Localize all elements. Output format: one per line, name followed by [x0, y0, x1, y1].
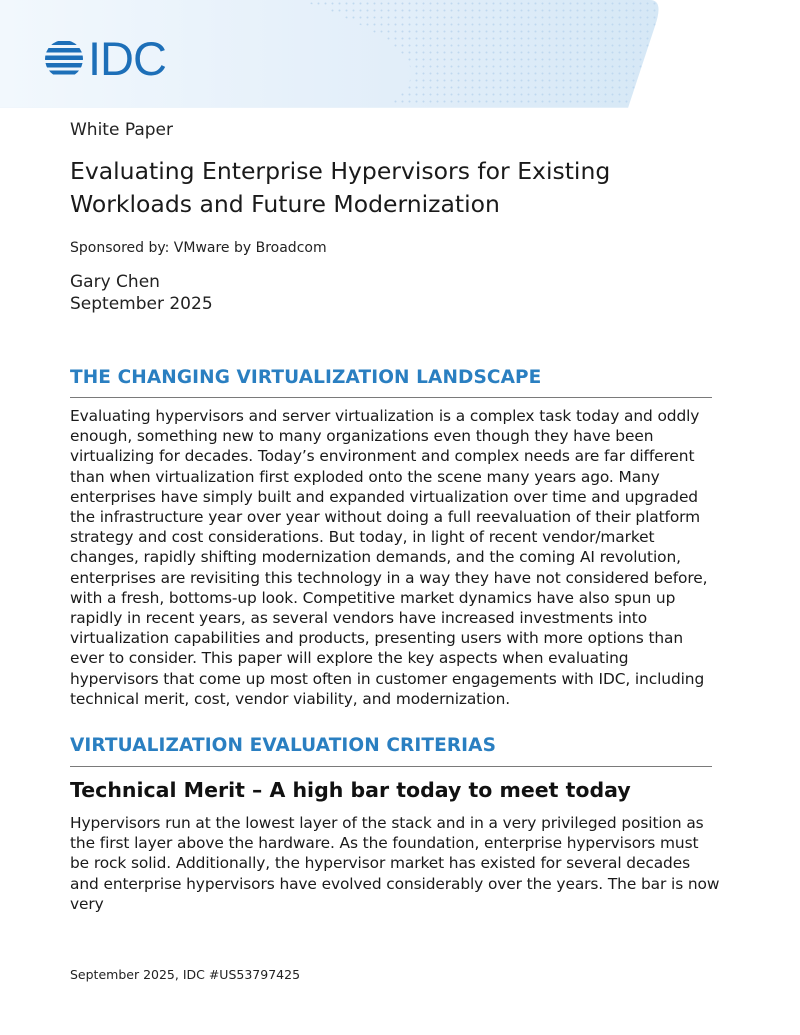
section-body-technical-merit: Hypervisors run at the lowest layer of the stack and in a very privileged position as the first layer above the hardware. As the foundation, enterprise hypervisors must be rock solid. Additionally, the hypervisor market has existed for several decades and enterprise hypervisors have evolved considerably over the years. The bar is now very [70, 814, 720, 913]
section-divider [70, 397, 712, 398]
idc-globe-icon [44, 39, 84, 79]
document-type: White Paper [70, 120, 173, 140]
page-footer: September 2025, IDC #US53797425 [70, 967, 301, 982]
sponsor-line: Sponsored by: VMware by Broadcom [70, 240, 327, 256]
section-divider [70, 766, 712, 767]
section-body-landscape: Evaluating hypervisors and server virtualization is a complex task today and oddly enough, something new to many organizations even though they have been virtualizing for decades. Today’s environment and complex needs are far different than when virtualization first exploded onto the scene many years ago. Many enterprises have simply built and expanded virtualization over time and upgraded the infrastructure year over year without doing a full reevaluation of their platform strategy and cost considerations. But today, in light of recent vendor/market changes, rapidly shifting modernization demands, and the coming AI revolution, enterprises are revisiting this technology in a way they have not considered before, with a fresh, bottoms-up look. Competitive market dynamics have also spun up rapidly in recent years, as several vendors have increased investments into virtualization capabilities and products, presenting users with more options than ever to consider. This paper will explore the key aspects when evaluating hypervisors that come up most often in customer engagements with IDC, including technical merit, cost, vendor viability, and modernization. [70, 407, 708, 708]
header-banner [0, 0, 800, 108]
section-heading-landscape: THE CHANGING VIRTUALIZATION LANDSCAPE [70, 367, 542, 388]
author-name: Gary Chen [70, 272, 160, 292]
idc-logo [44, 32, 166, 85]
section-heading-criteria: VIRTUALIZATION EVALUATION CRITERIAS [70, 735, 496, 756]
publication-date: September 2025 [70, 294, 213, 314]
document-title: Evaluating Enterprise Hypervisors for Existing Workloads and Future Modernization [70, 157, 611, 218]
logo-text: IDC [88, 32, 166, 85]
subsection-heading-technical-merit: Technical Merit – A high bar today to meet today [70, 778, 631, 802]
